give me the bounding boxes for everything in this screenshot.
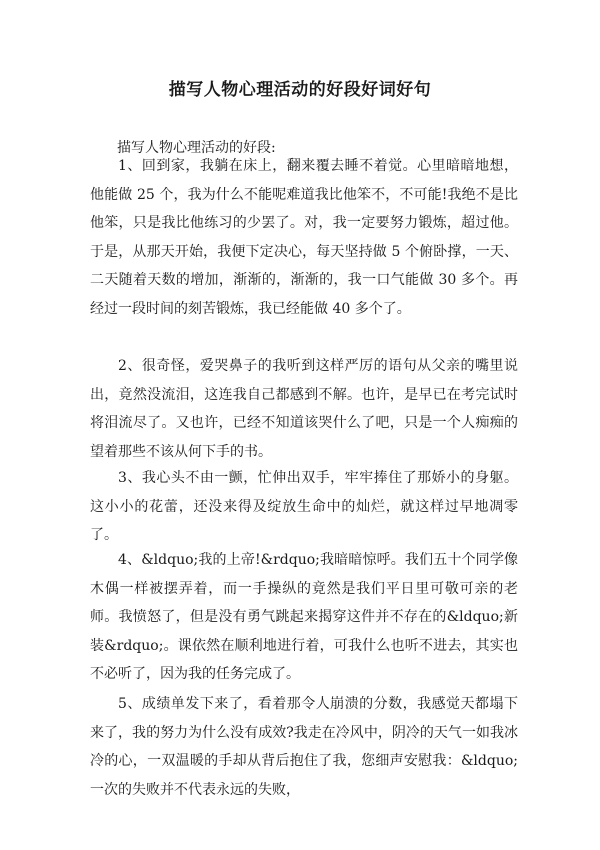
paragraph-3: 3、我心头不由一颤，忙伸出双手，牢牢捧住了那娇小的身躯。这小小的花蕾，还没来得及绽放生命中的灿烂，就这样过早地凋零了。 <box>90 470 518 544</box>
paragraph-4: 4、&ldquo;我的上帝!&rdquo;我暗暗惊呼。我们五十个同学像木偶一样被摆弄着，而一手操纵的竟然是我们平日里可敬可亲的老师。我愤怒了，但是没有勇气跳起来揭穿这件并不存在的&ldquo;新装&rdquo;。课依然在顺利地进行着，可我什么也听不进去，其实也不必听了，因为我的任务完成了。 <box>90 552 518 683</box>
section-subheading: 描写人物心理活动的好段: <box>117 140 276 156</box>
document-title: 描写人物心理活动的好段好词好句 <box>168 80 432 100</box>
paragraph-5: 5、成绩单发下来了，看着那令人崩溃的分数，我感觉天都塌下来了，我的努力为什么没有成效?我走在冷风中，阴冷的天气一如我冰冷的心，一双温暖的手却从背后抱住了我，您细声安慰我：&ldquo;一次的失败并不代表永远的失败， <box>90 696 518 798</box>
paragraph-2: 2、很奇怪，爱哭鼻子的我听到这样严厉的语句从父亲的嘴里说出，竟然没流泪，这连我自己都感到不解。也许，是早已在考完试时将泪流尽了。又也许，已经不知道该哭什么了吧，只是一个人痴痴的望着那些不该从何下手的书。 <box>90 358 518 460</box>
paragraph-1: 1、回到家，我躺在床上，翻来覆去睡不着觉。心里暗暗地想，他能做 25 个，我为什么不能呢难道我比他笨不，不可能!我绝不是比他笨，只是我比他练习的少罢了。对，我一定要努力锻炼，超过他。于是，从那天开始，我便下定决心，每天坚持做 5 个俯卧撑，一天、二天随着天数的增加，渐渐的，渐渐的，我一口气能做 30 多个。再经过一段时间的刻苦锻炼，我已经能做 40 多个了。 <box>90 158 518 317</box>
